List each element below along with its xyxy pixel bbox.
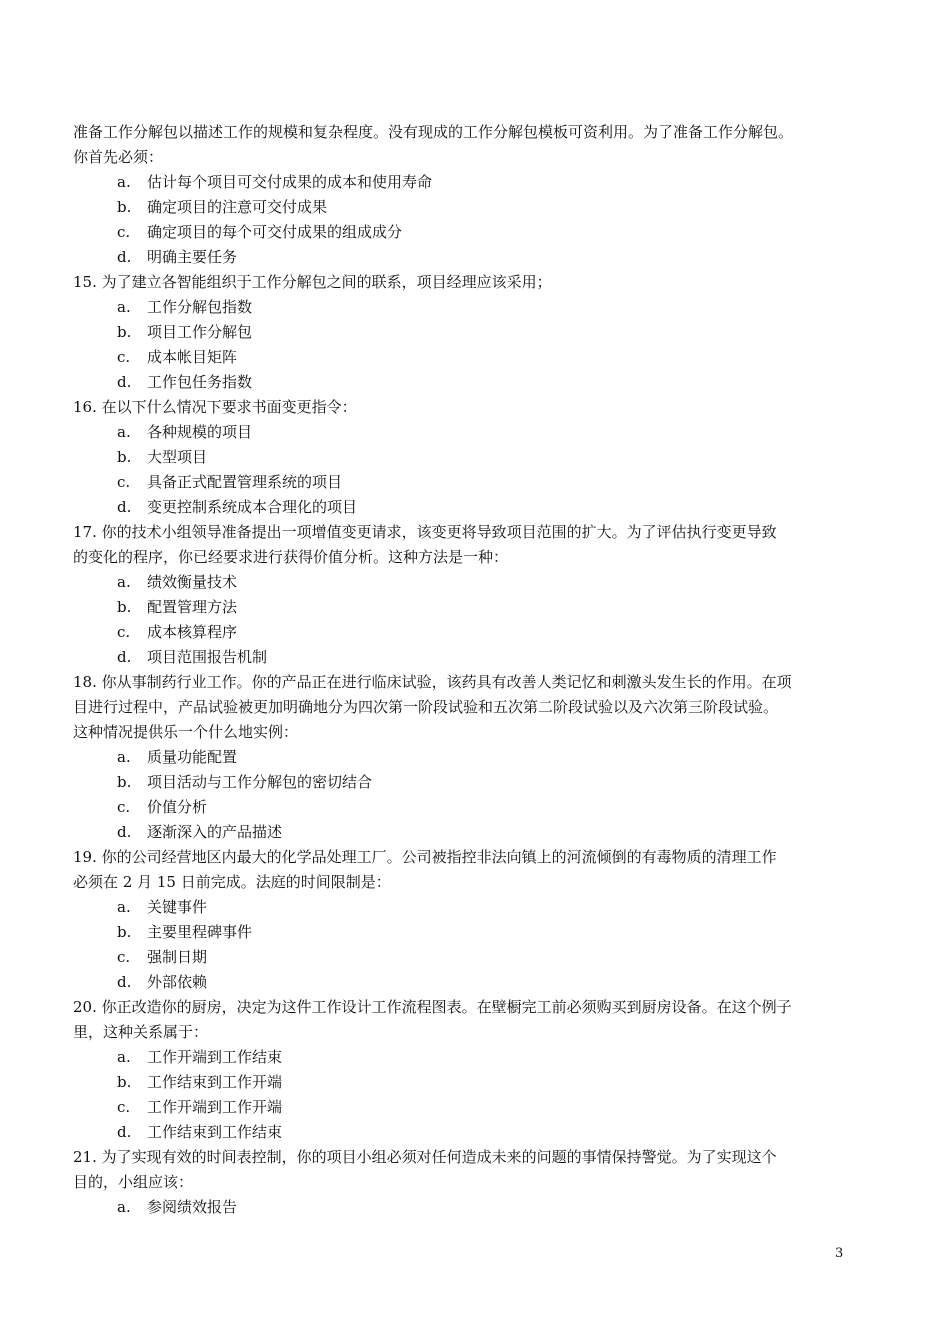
answer-option — [73, 770, 863, 795]
option-text: 估计每个项目可交付成果的成本和使用寿命 — [147, 173, 433, 191]
option-text: 成本帐目矩阵 — [147, 348, 238, 366]
option-text: 工作包任务指数 — [147, 373, 253, 391]
answer-option — [73, 945, 863, 970]
page-number: 3 — [835, 1246, 844, 1261]
option-text: 项目工作分解包 — [147, 323, 253, 341]
option-letter: a. — [117, 173, 131, 191]
option-letter: b. — [117, 448, 132, 466]
question-text-line: 16. 在以下什么情况下要求书面变更指令： — [73, 398, 357, 416]
answer-option — [73, 595, 863, 620]
option-text: 强制日期 — [147, 948, 208, 966]
option-letter: b. — [117, 1073, 132, 1091]
answer-option — [73, 320, 863, 345]
option-letter: d. — [117, 1123, 132, 1141]
option-letter: d. — [117, 373, 132, 391]
option-text: 明确主要任务 — [147, 248, 238, 266]
option-letter: d. — [117, 648, 132, 666]
option-text: 工作分解包指数 — [147, 298, 253, 316]
option-text: 大型项目 — [147, 448, 208, 466]
question-block — [73, 670, 863, 845]
answer-option — [73, 245, 863, 270]
answer-option — [73, 470, 863, 495]
question-text-line: 这种情况提供乐一个什么地实例： — [73, 723, 299, 741]
option-letter: a. — [117, 898, 131, 916]
question-block — [73, 520, 863, 670]
question-block — [73, 1145, 863, 1220]
answer-option — [73, 1070, 863, 1095]
option-text: 变更控制系统成本合理化的项目 — [147, 498, 358, 516]
answer-option — [73, 195, 863, 220]
question-text-line: 的变化的程序，你已经要求进行获得价值分析。这种方法是一种： — [73, 548, 509, 566]
option-letter: c. — [117, 798, 131, 816]
answer-option — [73, 445, 863, 470]
option-text: 各种规模的项目 — [147, 423, 253, 441]
question-text-line: 18. 你从事制药行业工作。你的产品正在进行临床试验，该药具有改善人类记忆和刺激头发生长的作用。在项 — [73, 673, 792, 691]
option-letter: c. — [117, 948, 131, 966]
question-text-line: 20. 你正改造你的厨房，决定为这件工作设计工作流程图表。在壁橱完工前必须购买到厨房设备。在这个例子 — [73, 998, 792, 1016]
option-letter: d. — [117, 248, 132, 266]
option-letter: b. — [117, 923, 132, 941]
answer-option — [73, 295, 863, 320]
document-page — [73, 120, 863, 1220]
question-block — [73, 845, 863, 995]
option-letter: d. — [117, 823, 132, 841]
option-letter: c. — [117, 623, 131, 641]
option-letter: d. — [117, 973, 132, 991]
option-text: 关键事件 — [147, 898, 208, 916]
option-text: 配置管理方法 — [147, 598, 238, 616]
option-text: 确定项目的每个可交付成果的组成成分 — [147, 223, 403, 241]
option-letter: b. — [117, 323, 132, 341]
option-letter: c. — [117, 223, 131, 241]
answer-option — [73, 370, 863, 395]
question-text-line: 21. 为了实现有效的时间表控制，你的项目小组必须对任何造成未来的问题的事情保持警觉。为了实现这个 — [73, 1148, 777, 1166]
question-block — [73, 270, 863, 395]
question-text-line: 17. 你的技术小组领导准备提出一项增值变更请求，该变更将导致项目范围的扩大。为了评估执行变更导致 — [73, 523, 777, 541]
option-letter: a. — [117, 298, 131, 316]
answer-option — [73, 820, 863, 845]
option-letter: a. — [117, 1048, 131, 1066]
option-text: 项目范围报告机制 — [147, 648, 268, 666]
answer-option — [73, 620, 863, 645]
answer-option — [73, 170, 863, 195]
option-letter: a. — [117, 748, 131, 766]
option-text: 具备正式配置管理系统的项目 — [147, 473, 343, 491]
question-text-line: 你首先必须： — [73, 148, 164, 166]
option-letter: b. — [117, 598, 132, 616]
option-letter: d. — [117, 498, 132, 516]
question-block — [73, 395, 863, 520]
option-text: 工作结束到工作开端 — [147, 1073, 283, 1091]
question-block — [73, 120, 863, 270]
option-text: 外部依赖 — [147, 973, 208, 991]
question-text-line: 准备工作分解包以描述工作的规模和复杂程度。没有现成的工作分解包模板可资利用。为了准备工作分解包。 — [73, 123, 794, 141]
question-text-line: 必须在 2 月 15 日前完成。法庭的时间限制是： — [73, 873, 391, 891]
answer-option — [73, 345, 863, 370]
option-letter: a. — [117, 423, 131, 441]
answer-option — [73, 795, 863, 820]
question-text-line: 里，这种关系属于： — [73, 1023, 209, 1041]
option-letter: b. — [117, 773, 132, 791]
answer-option — [73, 1195, 863, 1220]
answer-option — [73, 970, 863, 995]
answer-option — [73, 220, 863, 245]
option-text: 主要里程碑事件 — [147, 923, 253, 941]
option-text: 工作开端到工作结束 — [147, 1048, 283, 1066]
answer-option — [73, 1045, 863, 1070]
option-text: 价值分析 — [147, 798, 208, 816]
option-text: 工作结束到工作结束 — [147, 1123, 283, 1141]
option-text: 逐渐深入的产品描述 — [147, 823, 283, 841]
option-text: 参阅绩效报告 — [147, 1198, 238, 1216]
option-text: 工作开端到工作开端 — [147, 1098, 283, 1116]
option-letter: c. — [117, 348, 131, 366]
question-text-line: 15. 为了建立各智能组织于工作分解包之间的联系，项目经理应该采用； — [73, 273, 552, 291]
answer-option — [73, 645, 863, 670]
answer-option — [73, 570, 863, 595]
answer-option — [73, 495, 863, 520]
option-text: 确定项目的注意可交付成果 — [147, 198, 328, 216]
option-text: 成本核算程序 — [147, 623, 238, 641]
answer-option — [73, 745, 863, 770]
option-text: 绩效衡量技术 — [147, 573, 238, 591]
question-text-line: 目进行过程中，产品试验被更加明确地分为四次第一阶段试验和五次第二阶段试验以及六次第三阶段试验。 — [73, 698, 779, 716]
answer-option — [73, 420, 863, 445]
option-letter: a. — [117, 573, 131, 591]
answer-option — [73, 895, 863, 920]
option-text: 质量功能配置 — [147, 748, 238, 766]
answer-option — [73, 1120, 863, 1145]
option-letter: b. — [117, 198, 132, 216]
option-letter: c. — [117, 1098, 131, 1116]
question-block — [73, 995, 863, 1145]
option-letter: c. — [117, 473, 131, 491]
option-text: 项目活动与工作分解包的密切结合 — [147, 773, 373, 791]
option-letter: a. — [117, 1198, 131, 1216]
answer-option — [73, 920, 863, 945]
answer-option — [73, 1095, 863, 1120]
question-text-line: 目的，小组应该： — [73, 1173, 194, 1191]
question-text-line: 19. 你的公司经营地区内最大的化学品处理工厂。公司被指控非法向镇上的河流倾倒的有毒物质的清理工作 — [73, 848, 777, 866]
